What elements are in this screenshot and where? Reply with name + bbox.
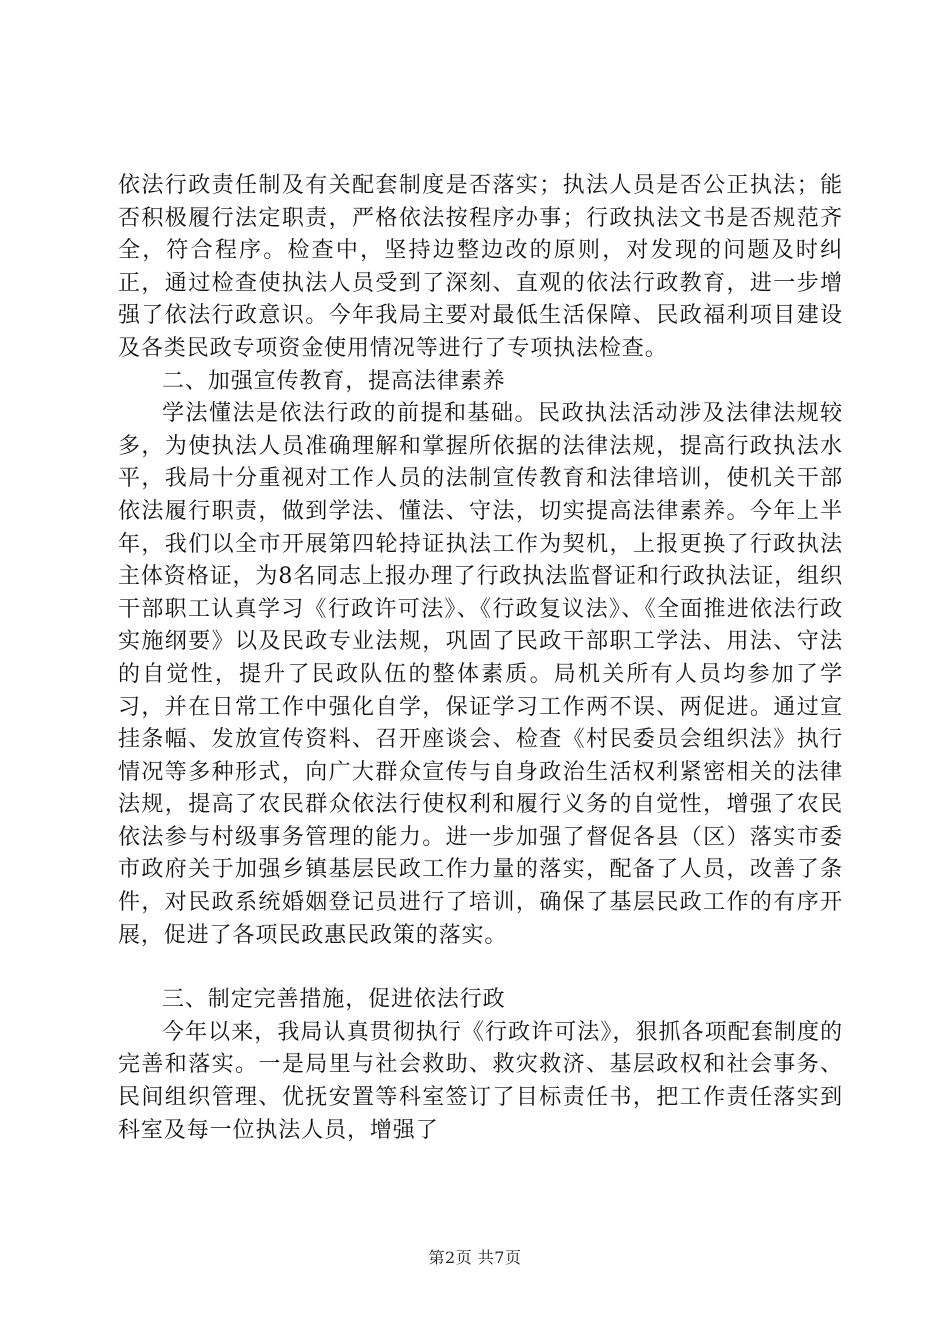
- section-heading-2: 二、加强宣传教育，提高法律素养: [162, 368, 506, 394]
- section-heading-3: 三、制定完善措施，促进依法行政: [162, 987, 506, 1013]
- paragraph-measures: 今年以来，我局认真贯彻执行《行政许可法》，狠抓各项配套制度的完善和落实。一是局里与社会救助、救灾救济、基层政权和社会事务、民间组织管理、优抚安置等科室签订了目标责任书，把工作责任落实到科室及每一位执法人员，增强了: [118, 1019, 843, 1143]
- paragraph-legal-education: 学法懂法是依法行政的前提和基础。民政执法活动涉及法律法规较多，为使执法人员准确理解和掌握所依据的法律法规，提高行政执法水平，我局十分重视对工作人员的法制宣传教育和法律培训，使机关干部依法履行职责，做到学法、懂法、守法，切实提高法律素养。今年上半年，我们以全市开展第四轮持证执法工作为契机，上报更换了行政执法主体资格证，为8名同志上报办理了行政执法监督证和行政执法证，组织干部职工认真学习《行政许可法》、《行政复议法》、《全面推进依法行政实施纲要》以及民政专业法规，巩固了民政干部职工学法、用法、守法的自觉性，提升了民政队伍的整体素质。局机关所有人员均参加了学习，并在日常工作中强化自学，保证学习工作两不误、两促进。通过宣挂条幅、发放宣传资料、召开座谈会、检查《村民委员会组织法》执行情况等多种形式，向广大群众宣传与自身政治生活权利紧密相关的法律法规，提高了农民群众依法行使权利和履行义务的自觉性，增强了农民依法参与村级事务管理的能力。进一步加强了督促各县（区）落实市委市政府关于加强乡镇基层民政工作力量的落实，配备了人员，改善了条件，对民政系统婚姻登记员进行了培训，确保了基层民政工作的有序开展，促进了各项民政惠民政策的落实。: [118, 401, 843, 948]
- paragraph-continuation: 依法行政责任制及有关配套制度是否落实；执法人员是否公正执法；能否积极履行法定职责，严格依法按程序办事；行政执法文书是否规范齐全，符合程序。检查中，坚持边整边改的原则，对发现的问题及时纠正，通过检查使执法人员受到了深刻、直观的依法行政教育，进一步增强了依法行政意识。今年我局主要对最低生活保障、民政福利项目建设及各类民政专项资金使用情况等进行了专项执法检查。: [118, 173, 843, 361]
- paragraph-gap: [118, 952, 843, 984]
- document-body: [118, 170, 843, 1147]
- page-footer: 第2页 共7页: [428, 1248, 522, 1267]
